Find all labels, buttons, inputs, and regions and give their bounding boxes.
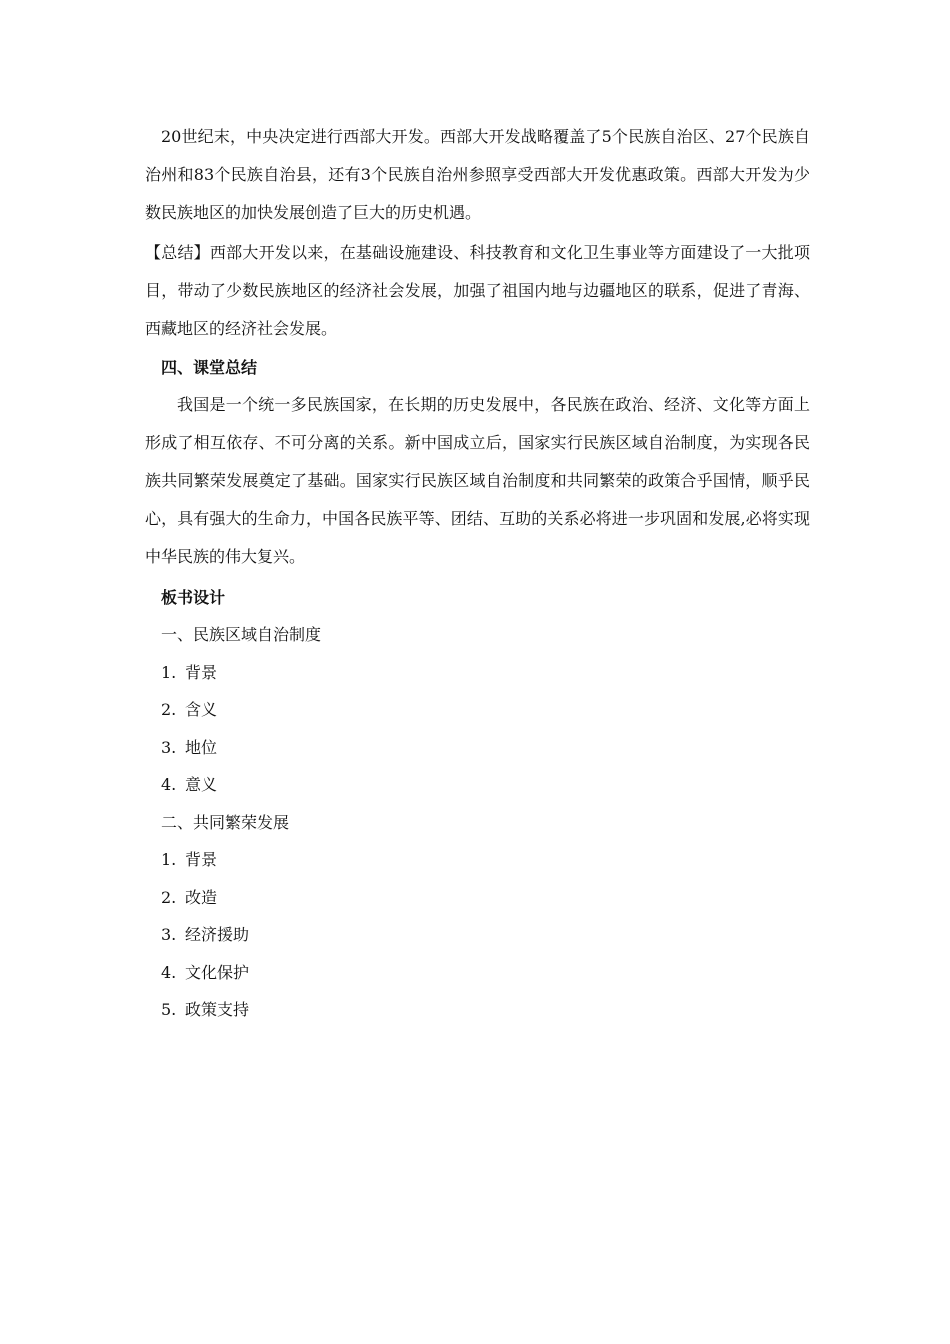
list-item-text: 改造: [185, 887, 218, 907]
list-item-number: 4.: [161, 962, 177, 982]
list-item-number: 1.: [161, 662, 177, 682]
list-item-text: 背景: [185, 662, 218, 682]
paragraph-class-summary: 我国是一个统一多民族国家，在长期的历史发展中，各民族在政治、经济、文化等方面上形成了相互依存、不可分离的关系。新中国成立后，国家实行民族区域自治制度，为实现各民族共同繁荣发展奠定了基础。国家实行民族区域自治制度和共同繁荣的政策合乎国情，顺乎民心，具有强大的生命力，中国各民族平等、团结、互助的关系必将进一步巩固和发展,必将实现中华民族的伟大复兴。: [145, 395, 810, 566]
list-item-number: 2.: [161, 700, 177, 719]
list-item-number: 4.: [161, 775, 177, 794]
list-item-number: 2.: [161, 887, 177, 907]
list-item-text: 含义: [185, 700, 218, 719]
list-item-text: 地位: [185, 737, 218, 757]
list-item: [145, 729, 810, 767]
heading-board-design: 板书设计: [161, 588, 226, 607]
list-item-text: 意义: [185, 775, 218, 794]
paragraph-western-development: 20世纪末，中央决定进行西部大开发。西部大开发战略覆盖了5个民族自治区、27个民族自治州和83个民族自治县，还有3个民族自治州参照享受西部大开发优惠政策。西部大开发为少数民族地区的加快发展创造了巨大的历史机遇。: [145, 127, 810, 222]
list-item: [145, 841, 810, 879]
list-item: [145, 991, 810, 1029]
list-item-text: 文化保护: [185, 962, 250, 982]
document-body: [145, 118, 810, 1029]
list-item-text: 背景: [185, 850, 218, 869]
board-part2-title: 二、共同繁荣发展: [161, 812, 290, 832]
list-item: [145, 879, 810, 917]
list-item: [145, 766, 810, 804]
list-item-text: 经济援助: [185, 925, 250, 944]
board-part1-title: 一、民族区域自治制度: [161, 625, 322, 644]
list-item: [145, 954, 810, 992]
list-item-number: 5.: [161, 1000, 177, 1019]
list-item: [145, 691, 810, 729]
list-item: [145, 916, 810, 954]
list-item: [145, 654, 810, 692]
list-item-text: 政策支持: [185, 1000, 250, 1019]
list-item-number: 1.: [161, 850, 177, 869]
list-item-number: 3.: [161, 737, 177, 757]
paragraph-summary: 【总结】西部大开发以来，在基础设施建设、科技教育和文化卫生事业等方面建设了一大批项目，带动了少数民族地区的经济社会发展，加强了祖国内地与边疆地区的联系，促进了青海、西藏地区的经济社会发展。: [145, 243, 810, 338]
heading-class-summary: 四、课堂总结: [161, 358, 258, 377]
list-item-number: 3.: [161, 925, 177, 944]
